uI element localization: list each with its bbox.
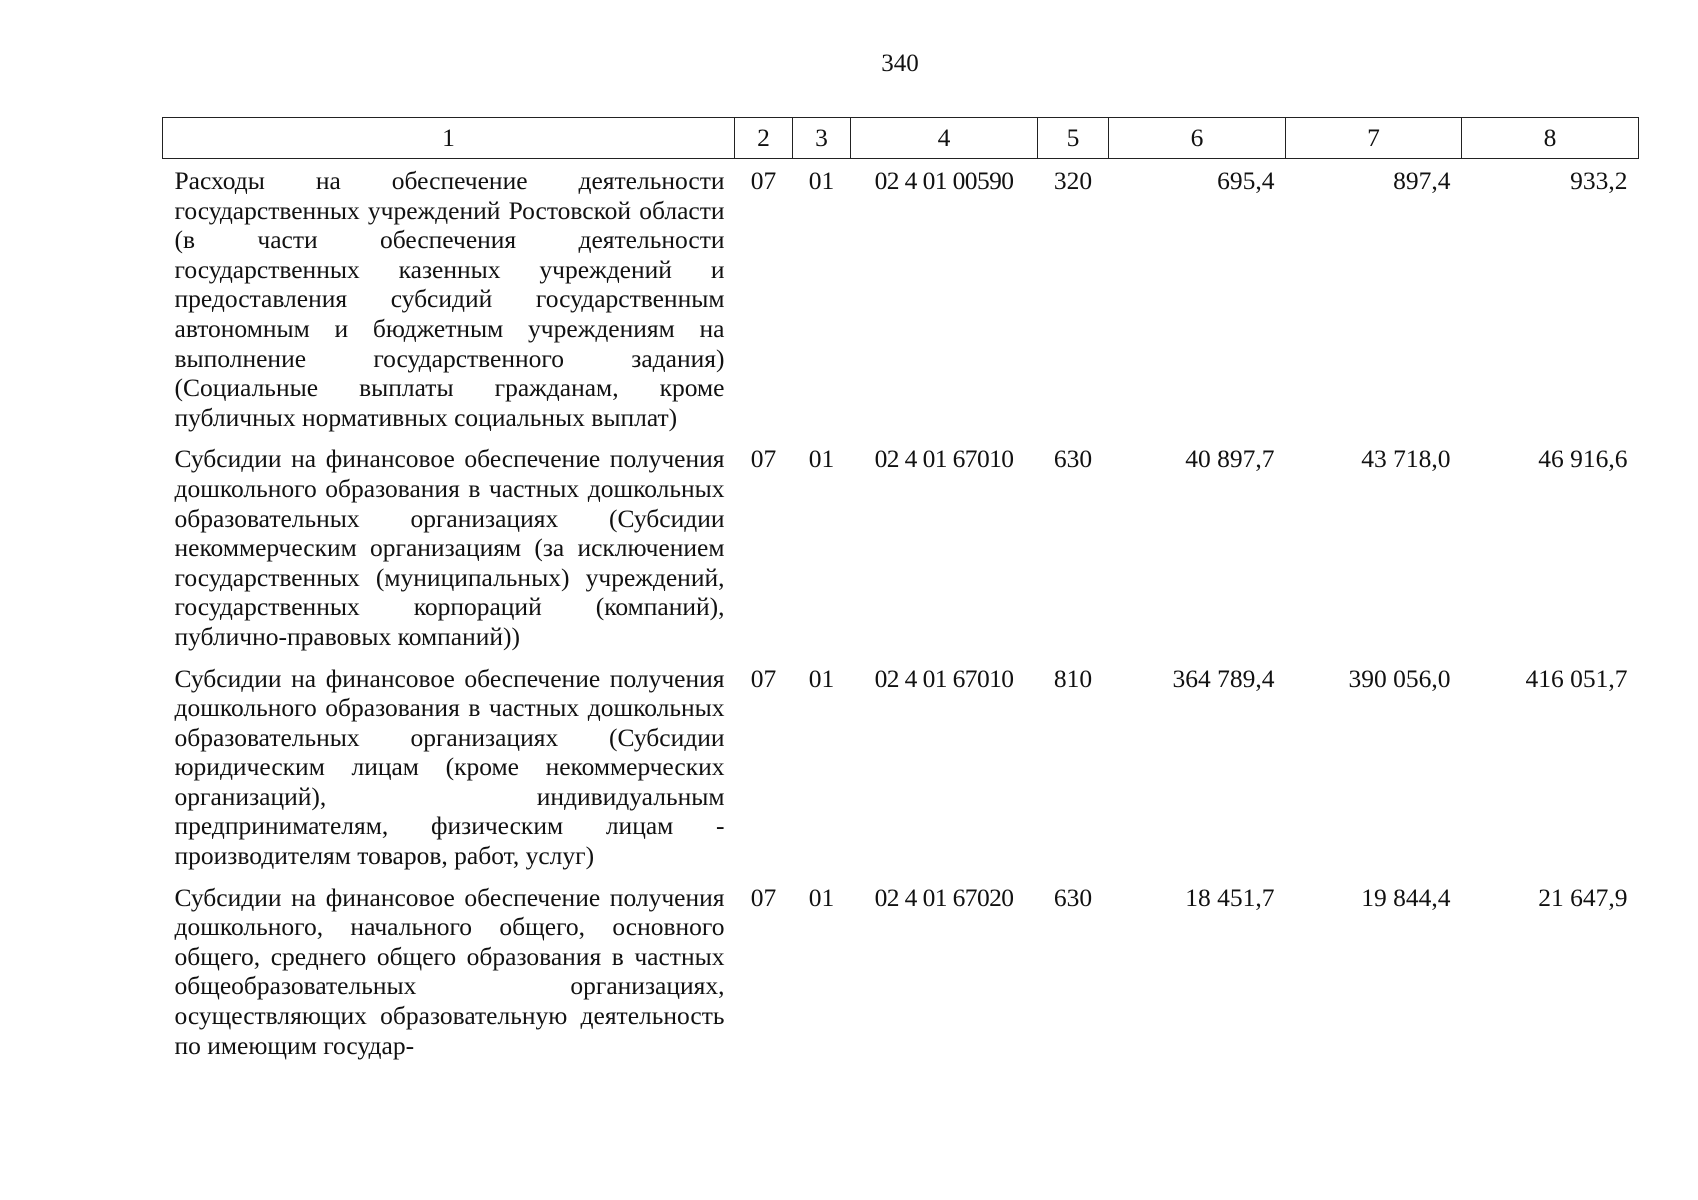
row-target-article-code: 02 4 01 67020 [874,882,1014,912]
row-expense-type-code: 630 [1053,444,1093,474]
row-amount-col6: 40 897,7 [1185,444,1275,474]
row-expense-type-code: 630 [1053,882,1093,912]
row-description: Субсидии на финансовое обеспечение получения дошкольного образования в частных дошкольных образовательных организациях (Субсидии юридическим лицам (кроме некоммерческих организаций), индивидуальным предпринимателям, физическим лицам - производителям товаров, работ, услуг) [174,663,725,871]
row-amount-col7: 19 844,4 [1361,882,1451,912]
column-header-4: 4 [851,118,1038,159]
row-target-article-code: 02 4 01 00590 [874,166,1014,195]
row-amount-col8: 46 916,6 [1538,444,1628,474]
table-row [163,664,1639,883]
row-amount-col7: 390 056,0 [1348,663,1451,693]
row-amount-col6: 18 451,7 [1185,882,1275,912]
row-section-code: 07 [750,882,777,912]
row-expense-type-code: 320 [1053,166,1093,195]
row-description: Расходы на обеспечение деятельности государственных учреждений Ростовской области (в части обеспечения деятельности государственных казенных учреждений и предоставления субсидий государственным автономным и бюджетным учреждениям на выполнение государственного задания) (Социальные выплаты гражданам, кроме публичных нормативных социальных выплат) [174,166,725,432]
row-amount-col8: 416 051,7 [1525,663,1628,693]
row-description: Субсидии на финансовое обеспечение получения дошкольного образования в частных дошкольных образовательных организациях (Субсидии некоммерческим организациям (за исключением государственных (муниципальных) учреждений, государственных корпораций (компаний), публично-правовых компаний)) [174,444,725,651]
column-header-8: 8 [1462,118,1639,159]
column-header-1: 1 [163,118,735,159]
row-subsection-code: 01 [808,444,835,474]
column-header-7: 7 [1286,118,1462,159]
table-header-row [163,118,1639,159]
row-section-code: 07 [750,444,777,474]
column-header-3: 3 [793,118,851,159]
table-row [163,444,1639,663]
row-subsection-code: 01 [808,166,835,195]
table-row [163,883,1639,1073]
row-subsection-code: 01 [808,663,835,693]
page-number: 340 [881,50,919,77]
column-header-6: 6 [1109,118,1286,159]
row-target-article-code: 02 4 01 67010 [874,663,1014,693]
row-expense-type-code: 810 [1053,663,1093,693]
row-amount-col8: 933,2 [1570,166,1628,195]
column-header-2: 2 [735,118,793,159]
row-amount-col7: 897,4 [1393,166,1451,195]
row-amount-col7: 43 718,0 [1361,444,1451,474]
column-header-5: 5 [1038,118,1109,159]
row-section-code: 07 [750,663,777,693]
row-target-article-code: 02 4 01 67010 [874,444,1014,474]
row-description: Субсидии на финансовое обеспечение получения дошкольного, начального общего, основного общего, среднего общего образования в частных общеобразовательных организациях, осуществляющих образовательную деятельность по имеющим государ- [174,882,725,1060]
row-section-code: 07 [750,166,777,195]
row-amount-col6: 695,4 [1217,166,1275,195]
table-row [163,159,1639,445]
row-amount-col8: 21 647,9 [1538,882,1628,912]
budget-table [162,117,1639,1072]
row-amount-col6: 364 789,4 [1172,663,1275,693]
row-subsection-code: 01 [808,882,835,912]
